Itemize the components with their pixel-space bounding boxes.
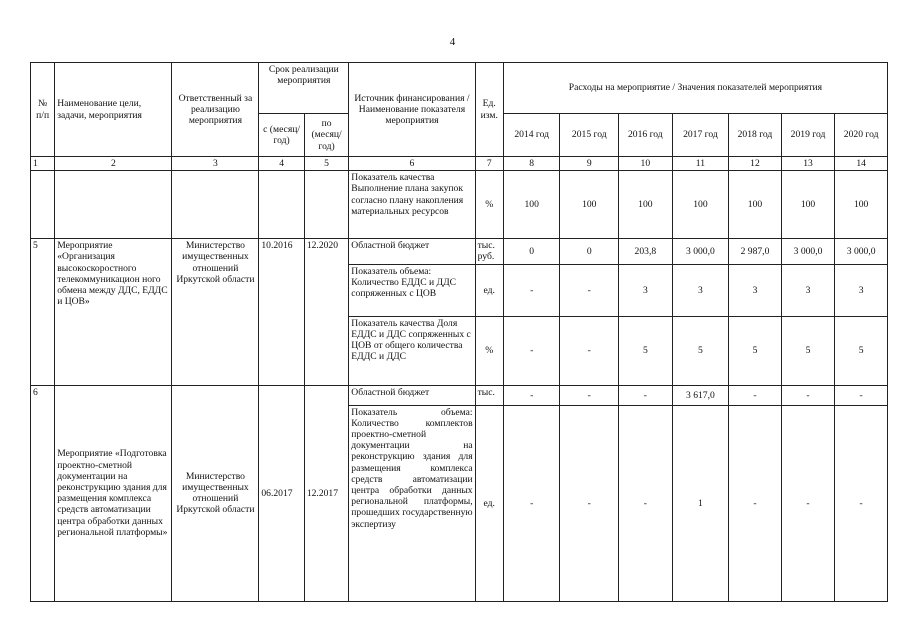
value-cell: - (729, 385, 782, 405)
header-unit: Ед. изм. (475, 63, 503, 157)
unit-cell: ед. (475, 264, 503, 316)
col-number: 1 (31, 157, 55, 171)
header-responsible: Ответственный за реализацию мероприятия (172, 63, 259, 157)
value-cell: - (729, 405, 782, 601)
unit-cell: % (475, 316, 503, 385)
value-cell: 100 (729, 171, 782, 239)
col-number: 5 (304, 157, 348, 171)
measure-name: Мероприятие «Подготовка проектно-сметной документации на реконструкцию здания для размещения комплекса средств автоматизации центра обработки данных региональной платформы» (55, 385, 172, 601)
header-period-to: по (месяц/ год) (304, 114, 348, 157)
responsible-cell: Министерство имущественных отношений Иркутской области (172, 385, 259, 601)
value-cell: - (503, 385, 560, 405)
unit-cell: ед. (475, 405, 503, 601)
header-row-1 (31, 63, 888, 114)
value-cell: 3 (619, 264, 673, 316)
col-number: 4 (259, 157, 304, 171)
value-cell: 100 (503, 171, 560, 239)
period-from: 06.2017 (259, 385, 304, 601)
value-cell: 5 (672, 316, 729, 385)
col-number: 11 (672, 157, 729, 171)
value-cell: - (781, 405, 835, 601)
responsible-cell: Министерство имущественных отношений Иркутской области (172, 239, 259, 385)
value-cell: 5 (835, 316, 888, 385)
row-number: 6 (31, 385, 55, 601)
indicator-text: Показатель объема: Количество ЕДДС и ДДС сопряженных с ЦОВ (349, 264, 475, 316)
value-cell: - (560, 405, 619, 601)
value-cell: - (503, 264, 560, 316)
column-numbers-row (31, 157, 888, 171)
value-cell: - (503, 316, 560, 385)
value-cell: 1 (672, 405, 729, 601)
value-cell: - (560, 316, 619, 385)
value-cell: 100 (619, 171, 673, 239)
value-cell: 100 (560, 171, 619, 239)
value-cell: 3 (729, 264, 782, 316)
header-num: № п/п (31, 63, 55, 157)
value-cell: 5 (729, 316, 782, 385)
col-number: 10 (619, 157, 673, 171)
value-cell: 0 (560, 239, 619, 264)
measure-name: Мероприятие «Организация высокоскоростного телекоммуникацион ного обмена между ДДС, ЕДДС и ЦОВ» (55, 239, 172, 385)
header-source: Источник финансирования / Наименование показателя мероприятия (349, 63, 475, 157)
value-cell: 203,8 (619, 239, 673, 264)
value-cell: 3 617,0 (672, 385, 729, 405)
row-number: 5 (31, 239, 55, 385)
value-cell: 2 987,0 (729, 239, 782, 264)
value-cell: 3 000,0 (835, 239, 888, 264)
value-cell: - (835, 405, 888, 601)
value-cell: 100 (672, 171, 729, 239)
page-number: 4 (449, 36, 456, 48)
header-period-from: с (месяц/ год) (259, 114, 304, 157)
measures-table (30, 62, 888, 602)
value-cell: - (560, 385, 619, 405)
indicator-text: Показатель качества Выполнение плана закупок согласно плану накопления материальных ресурсов (349, 171, 475, 239)
value-cell: - (560, 264, 619, 316)
col-number: 9 (560, 157, 619, 171)
value-cell: - (619, 385, 673, 405)
header-year-2020: 2020 год (835, 114, 888, 157)
col-number: 8 (503, 157, 560, 171)
col-number: 6 (349, 157, 475, 171)
header-year-2015: 2015 год (560, 114, 619, 157)
header-year-2014: 2014 год (503, 114, 560, 157)
value-cell: 3 (835, 264, 888, 316)
unit-cell: тыс. (475, 385, 503, 405)
header-year-2018: 2018 год (729, 114, 782, 157)
value-cell: 3 000,0 (672, 239, 729, 264)
table-row (31, 239, 888, 264)
value-cell: 5 (781, 316, 835, 385)
unit-cell: тыс. руб. (475, 239, 503, 264)
col-number: 3 (172, 157, 259, 171)
value-cell: 3 (672, 264, 729, 316)
value-cell: 5 (619, 316, 673, 385)
table-row (31, 385, 888, 405)
period-from: 10.2016 (259, 239, 304, 385)
source-cell: Областной бюджет (349, 385, 475, 405)
value-cell: 3 (781, 264, 835, 316)
indicator-text: Показатель качества Доля ЕДДС и ДДС сопряженных с ЦОВ от общего количества ЕДДС и ДДС (349, 316, 475, 385)
value-cell: 3 000,0 (781, 239, 835, 264)
period-to: 12.2020 (304, 239, 348, 385)
col-number: 7 (475, 157, 503, 171)
col-number: 2 (55, 157, 172, 171)
value-cell: - (781, 385, 835, 405)
header-expenses: Расходы на мероприятие / Значения показателей мероприятия (503, 63, 887, 114)
header-year-2019: 2019 год (781, 114, 835, 157)
value-cell: 100 (835, 171, 888, 239)
header-year-2016: 2016 год (619, 114, 673, 157)
value-cell: 100 (781, 171, 835, 239)
header-period: Срок реализации мероприятия (259, 63, 349, 114)
source-cell: Областной бюджет (349, 239, 475, 264)
value-cell: - (619, 405, 673, 601)
header-name: Наименование цели, задачи, мероприятия (55, 63, 172, 157)
indicator-text: Показатель объема: Количество комплектов проектно-сметной документации на реконструкцию здания для размещения комплекса средств автоматизации центра обработки данных региональной платформы, прошедших государственную экспертизу (349, 405, 475, 601)
value-cell: - (503, 405, 560, 601)
period-to: 12.2017 (304, 385, 348, 601)
value-cell: - (835, 385, 888, 405)
col-number: 14 (835, 157, 888, 171)
col-number: 13 (781, 157, 835, 171)
unit-cell: % (475, 171, 503, 239)
col-number: 12 (729, 157, 782, 171)
header-year-2017: 2017 год (672, 114, 729, 157)
value-cell: 0 (503, 239, 560, 264)
table-row (31, 171, 888, 239)
